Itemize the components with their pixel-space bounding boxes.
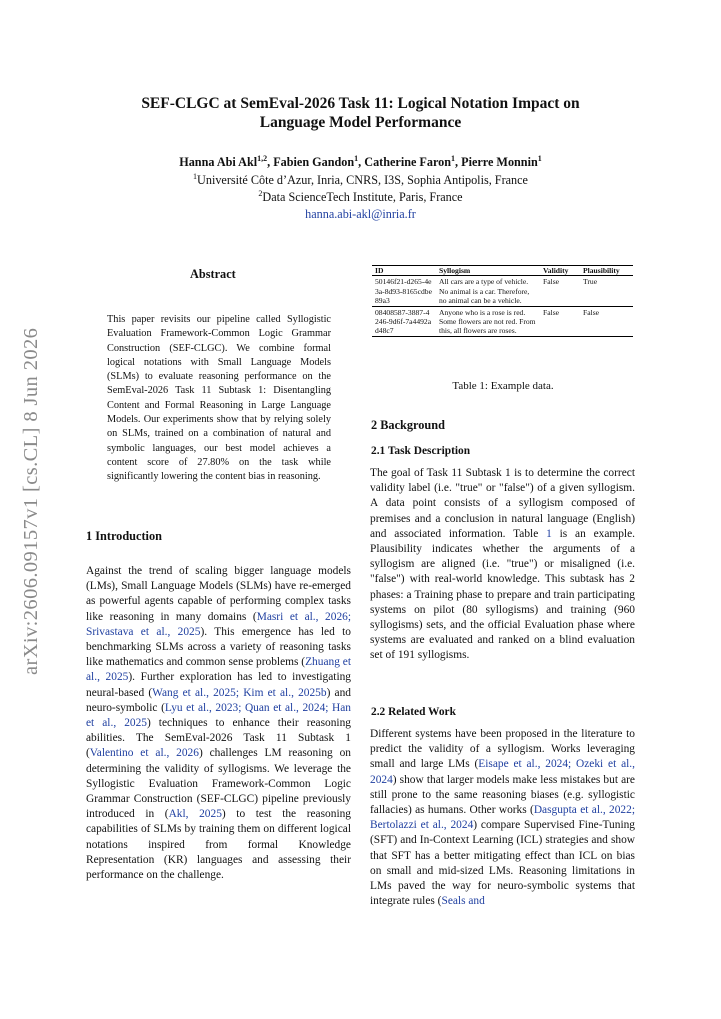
table-reference-link[interactable]: 1 bbox=[546, 527, 552, 540]
syllogism-cell: All cars are a type of vehicle. No animal is a car. Therefore, no animal can be a vehicle. bbox=[439, 277, 530, 306]
background-heading: 2 Background bbox=[371, 418, 445, 432]
introduction-body: Against the trend of scaling bigger language models (LMs), Small Language Models (SLMs) have re-emerged as powerful agents capable of performing complex tasks like reasoning in many domains (Masri et al., 2026; Srivastava et al., 2025). This emergence has led to benchmarking SLMs across a variety of reasoning tasks like mathematics and common sense problems (Zhuang et al., 2025). Further exploration has led to investigating neural-based (Wang et al., 2025; Kim et al., 2025b) and neuro-symbolic (Lyu et al., 2023; Quan et al., 2024; Han et al., 2025) techniques to enhance their reasoning abilities. The SemEval-2026 Task 11 Subtask 1 (Valentino et al., 2026) challenges LM reasoning on determining the validity of syllogisms. We leverage the Syllogistic Evaluation Framework-Common Logic Grammar Construction (SEF-CLGC) pipeline previously introduced in (Akl, 2025) to test the reasoning capabilities of SLMs by training them on different logical notations inspired from formal Knowledge Representation (KR) languages and assessing their performance on the challenge. bbox=[86, 565, 352, 882]
citation-link[interactable]: Lyu et al., 2023; Quan et al., 2024; Han et al., 2025 bbox=[86, 701, 351, 730]
syllogism-cell: Anyone who is a rose is red. Some flowers are not red. From this, all flowers are roses. bbox=[436, 306, 540, 336]
author-name: Hanna Abi Akl bbox=[179, 155, 258, 169]
author-email-link[interactable]: hanna.abi-akl@inria.fr bbox=[305, 207, 416, 221]
affiliation-1: $^1$Université Côte d’Azur, Inria, CNRS, I3S, Sophia Antipolis, France bbox=[193, 171, 528, 187]
abstract-heading: Abstract bbox=[190, 267, 236, 281]
affiliation-2: $^2$Data ScienceTech Institute, Paris, France bbox=[258, 188, 463, 204]
column-header: ID bbox=[372, 266, 436, 276]
example-table-container bbox=[372, 265, 633, 337]
author-name: Catherine Faron bbox=[364, 155, 452, 169]
citation-link[interactable]: Masri et al., 2026; Srivastava et al., 2025 bbox=[86, 610, 351, 638]
citation-link[interactable]: Dasgupta et al., 2022; Bertolazzi et al., 2024 bbox=[370, 804, 635, 832]
table-row bbox=[372, 276, 633, 306]
plausibility-cell: False bbox=[580, 306, 633, 336]
validity-cell: False bbox=[540, 306, 580, 336]
paper-title bbox=[90, 94, 631, 132]
author-name: Fabien Gandon bbox=[273, 155, 355, 169]
plausibility-cell: True bbox=[583, 277, 598, 287]
author-list: Hanna Abi Akl$^{1,2}$, Fabien Gandon$^1$, Catherine Faron$^1$, Pierre Monnin$^1$ bbox=[179, 153, 542, 169]
author-name: Pierre Monnin bbox=[461, 155, 538, 169]
related-work-heading: 2.2 Related Work bbox=[371, 706, 456, 718]
citation-link[interactable]: Zhuang et al., 2025 bbox=[86, 656, 351, 684]
column-header: Validity bbox=[540, 266, 580, 276]
title-line-1: SEF-CLGC at SemEval-2026 Task 11: Logical Notation Impact on bbox=[141, 95, 580, 112]
id-cell: 08408587-3887-4246-9d6f-7a4492ad48c7 bbox=[372, 306, 436, 336]
citation-link[interactable]: Seals and bbox=[441, 895, 485, 908]
table-caption: Table 1: Example data. bbox=[452, 380, 554, 392]
column-header: Plausibility bbox=[580, 266, 633, 276]
id-cell: 50146f21-d265-4e3a-8d93-8165cdbe89a3 bbox=[375, 277, 432, 306]
table-header-row bbox=[372, 266, 633, 276]
citation-link[interactable]: Wang et al., 2025; Kim et al., 2025b bbox=[152, 686, 327, 699]
column-header: Syllogism bbox=[436, 266, 540, 276]
introduction-heading: 1 Introduction bbox=[86, 529, 162, 543]
task-description-heading: 2.1 Task Description bbox=[371, 445, 471, 457]
arxiv-identifier: arXiv:2606.09157v1 [cs.CL] 8 Jun 2026 bbox=[20, 327, 42, 675]
example-data-table bbox=[372, 265, 633, 337]
title-line-2: Language Model Performance bbox=[259, 114, 462, 131]
abstract-body: This paper revisits our pipeline called Syllogistic Evaluation Framework-Common Logic Grammar Construction (SEF-CLGC). We combine formal logical notations with Small Language Models (SLMs) to evaluate reasoning performance on the SemEval-2026 Task 11 Subtask 1: Disentangling Content and Formal Reasoning in Large Language Models. Our experiments show that by relying solely on SLMs, trained on a combination of natural and symbolic languages, our best model achieves a content score of 27.80% on the task while significantly lowering the content bias in reasoning. bbox=[107, 314, 331, 483]
citation-link[interactable]: Eisape et al., 2024; Ozeki et al., 2024 bbox=[370, 758, 635, 786]
validity-cell: False bbox=[543, 277, 560, 287]
citation-link[interactable]: Akl, 2025 bbox=[168, 808, 222, 821]
related-work-body: Different systems have been proposed in the literature to predict the validity of a syllogism. Works leveraging small and large LMs (Eisape et al., 2024; Ozeki et al., 2024) show that larger models make less mistakes but are still prone to the same reasoning biases (e.g. syllogistic fallacies) as humans. Other works (Dasgupta et al., 2022; Bertolazzi et al., 2024) compare Supervised Fine-Tuning (SFT) and In-Context Learning (ICL) strategies and show that SFT has a better mitigating effect than ICL on bias on small and mid-sized LMs. Reasoning limitations in LMs paved the way for neuro-symbolic systems that integrate rules (Seals and bbox=[370, 728, 636, 908]
task-description-body: The goal of Task 11 Subtask 1 is to determine the correct validity label (i.e. "true" or "false") of a given syllogism. A data point consists of a syllogism composed of premises and a conclusion in natural language (English) and associated information. Table 1 is an example. Plausibility indicates whether the arguments of a syllogism are aligned (i.e. "true") or misaligned (i.e. "false") with real-world knowledge. This subtask has 2 phases: a Training phase to prepare and train participating systems on pilot (80 syllogisms) and training (960 syllogisms) sets, and the official Evaluation phase where systems are evaluated and ranked on a blind evaluation set of 191 syllogisms. bbox=[370, 467, 636, 662]
table-row bbox=[372, 306, 633, 336]
citation-link[interactable]: Valentino et al., 2026 bbox=[89, 747, 199, 760]
